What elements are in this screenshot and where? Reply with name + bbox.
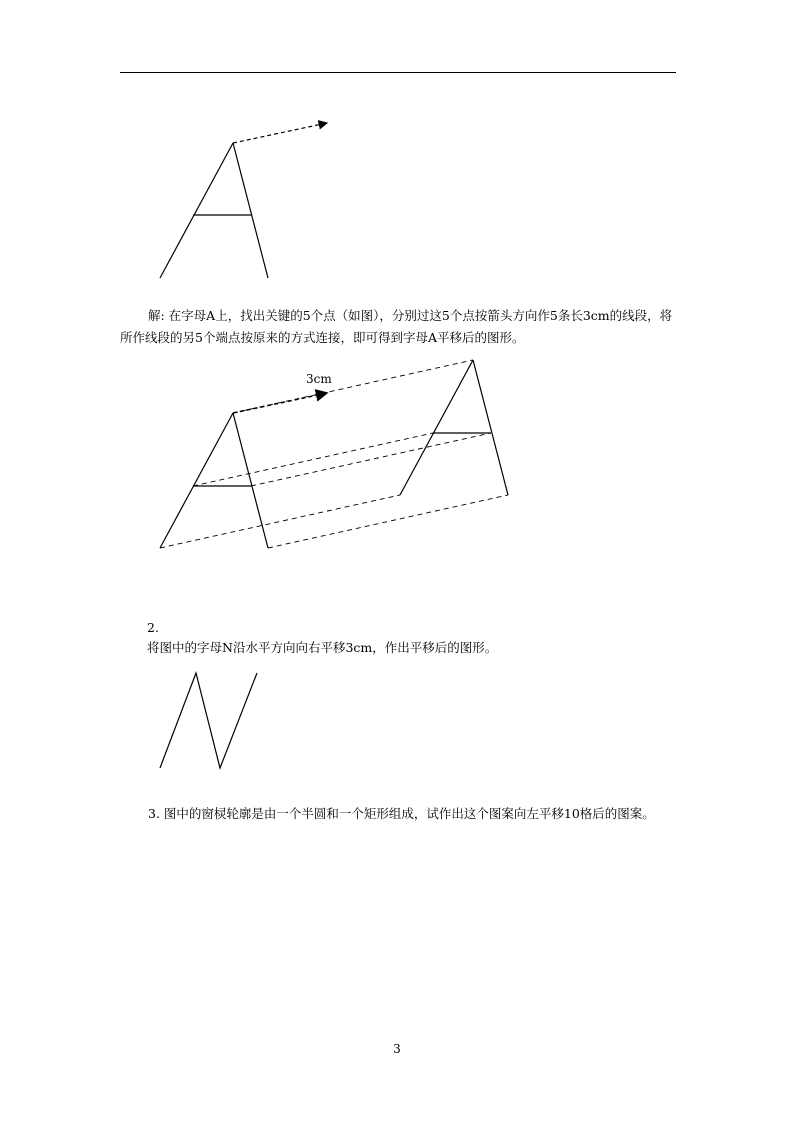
letter-n-shape [160, 673, 257, 768]
problem-2-text: 将图中的字母N沿水平方向向右平移3cm，作出平移后的图形。 [147, 640, 498, 655]
label-3cm: 3cm [306, 372, 332, 386]
solution-paragraph: 解: 在字母A上，找出关键的5个点（如图），分别过这5个点按箭头方向作5条长3cm的线段，将所作线段的另5个端点按原来的方式连接，即可得到字母A平移后的图形。 [120, 308, 673, 345]
problem-3-text: 3. 图中的窗棂轮廓是由一个半圆和一个矩形组成，试作出这个图案向左平移10格后的图案。 [148, 806, 655, 821]
page-number: 3 [393, 1042, 401, 1056]
problem-2-number: 2. [147, 620, 159, 635]
